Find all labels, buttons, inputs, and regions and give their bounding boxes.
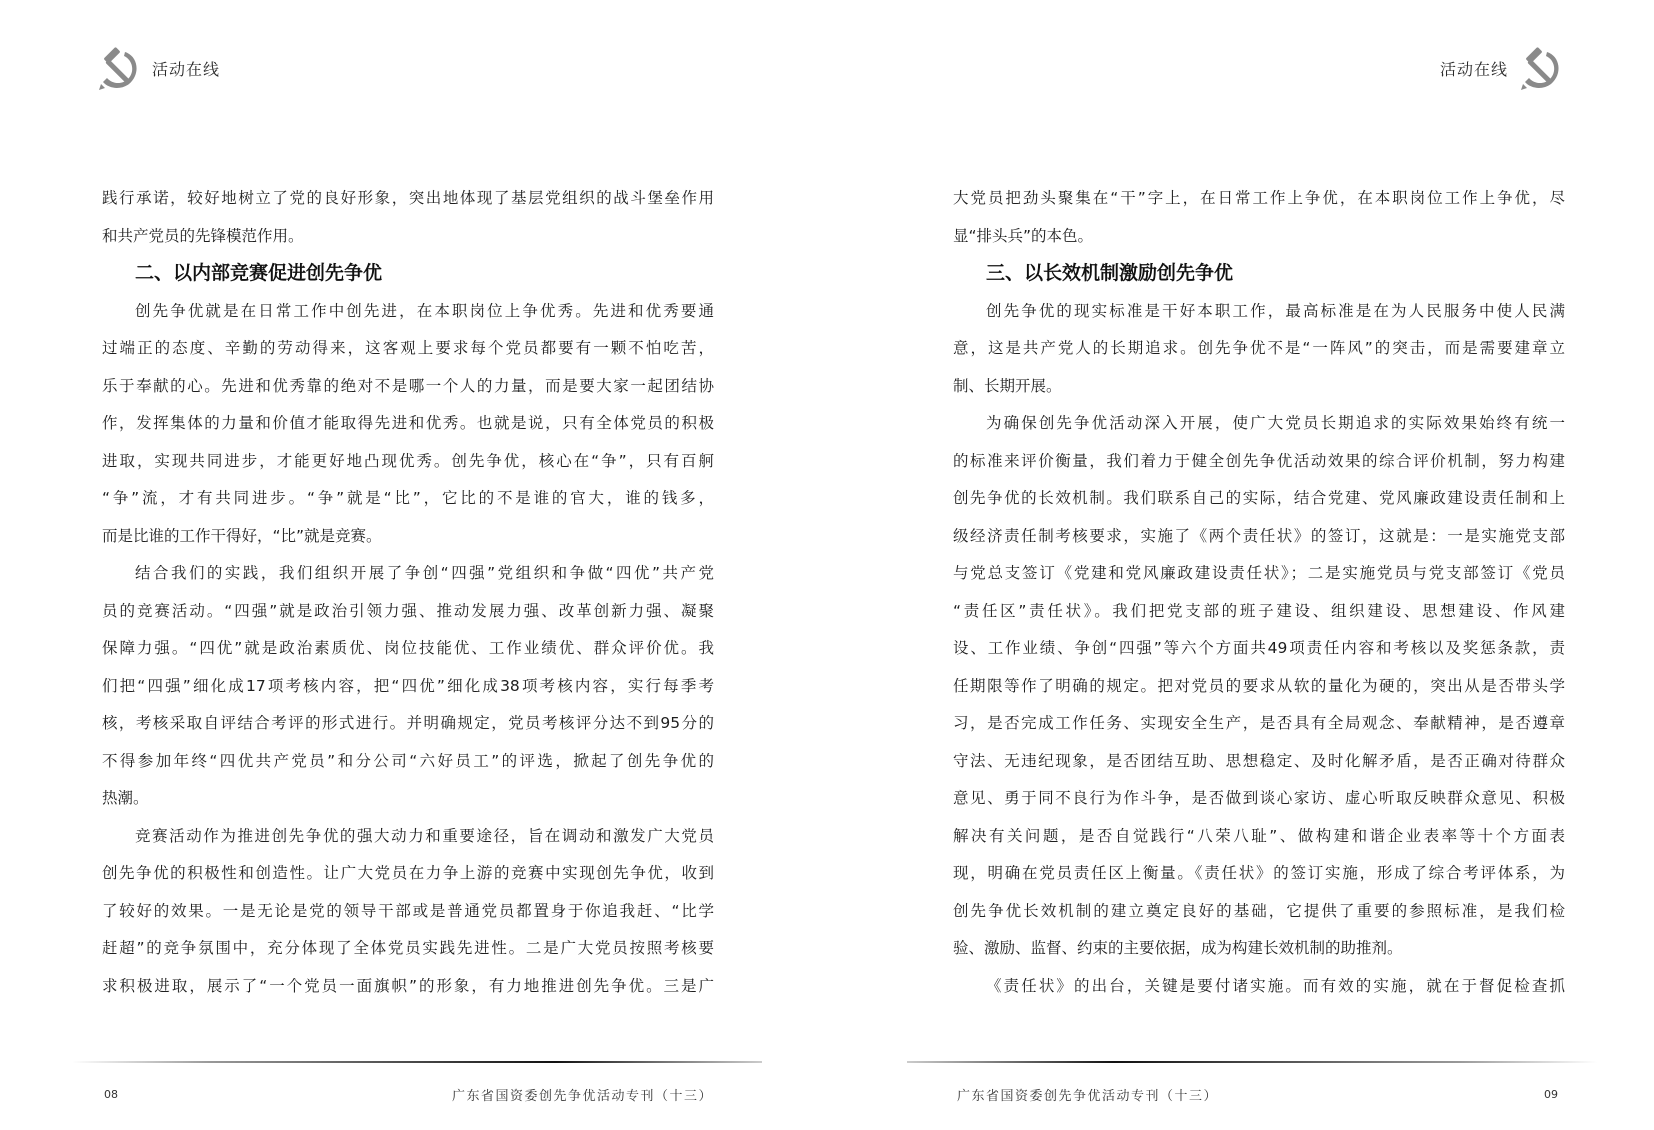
paragraph-line: 结合我们的实践，我们组织开展了争创“四强”党组织和争做“四优”共产党: [135, 564, 714, 582]
paragraph-line: 习，是否完成工作任务、实现安全生产，是否具有全局观念、奉献精神，是否遵章: [953, 714, 1565, 732]
paragraph-line: 热潮。: [102, 789, 149, 807]
paragraph-line: 意见、勇于同不良行为作斗争，是否做到谈心家访、虚心听取反映群众意见、积极: [953, 789, 1565, 807]
paragraph-line: 进取，实现共同进步，才能更好地凸现优秀。创先争优，核心在“争”，只有百舸: [102, 451, 714, 470]
paragraph-line: 创先争优长效机制的建立奠定良好的基础，它提供了重要的参照标准，是我们检: [953, 901, 1565, 920]
paragraph-line: 显“排头兵”的本色。: [953, 226, 1094, 245]
right-page: [827, 0, 1654, 1130]
paragraph-line: 《责任状》的出台，关键是要付诸实施。而有效的实施，就在于督促检查抓: [986, 976, 1565, 995]
page-number: 08: [104, 1088, 118, 1101]
paragraph-line: 创先争优的积极性和创造性。让广大党员在力争上游的竞赛中实现创先争优，收到: [102, 864, 714, 882]
paragraph-line: 制、长期开展。: [953, 376, 1062, 395]
page-number: 09: [1544, 1088, 1558, 1101]
paragraph-line: 意，这是共产党人的长期追求。创先争优不是“一阵风”的突击，而是需要建章立: [953, 339, 1565, 357]
paragraph-line: 为确保创先争优活动深入开展，使广大党员长期追求的实际效果始终有统一: [986, 414, 1565, 432]
paragraph-line: 乐于奉献的心。先进和优秀靠的绝对不是哪一个人的力量，而是要大家一起团结协: [102, 376, 714, 395]
paragraph-line: 核，考核采取自评结合考评的形式进行。并明确规定，党员考核评分达不到95分的: [102, 714, 714, 732]
paragraph-line: 们把“四强”细化成17项考核内容，把“四优”细化成38项考核内容，实行每季考: [102, 676, 714, 695]
paragraph-line: 过端正的态度、辛勤的劳动得来，这客观上要求每个党员都要有一颗不怕吃苦，: [102, 339, 714, 357]
paragraph-line: 践行承诺，较好地树立了党的良好形象，突出地体现了基层党组织的战斗堡垒作用: [102, 189, 714, 207]
paragraph-line: 创先争优就是在日常工作中创先进，在本职岗位上争优秀。先进和优秀要通: [135, 301, 714, 320]
paragraph-line: “争”流，才有共同进步。“争”就是“比”，它比的不是谁的官大，谁的钱多，: [102, 489, 714, 507]
paragraph-line: 大党员把劲头聚集在“干”字上，在日常工作上争优，在本职岗位工作上争优，尽: [953, 189, 1565, 207]
paragraph-line: 设、工作业绩、争创“四强”等六个方面共49项责任内容和考核以及奖惩条款，责: [953, 639, 1565, 657]
paragraph-line: 创先争优的现实标准是干好本职工作，最高标准是在为人民服务中使人民满: [986, 301, 1565, 320]
paragraph-line: 员的竞赛活动。“四强”就是政治引领力强、推动发展力强、改革创新力强、凝聚: [102, 601, 714, 620]
hammer-sickle-icon: [1517, 46, 1563, 92]
article-body: [102, 180, 714, 1005]
footer-publication-title: 广东省国资委创先争优活动专刊（十三）: [957, 1089, 1219, 1104]
paragraph-line: 赶超”的竞争氛围中，充分体现了全体党员实践先进性。二是广大党员按照考核要: [102, 939, 714, 957]
paragraph-line: 级经济责任制考核要求，实施了《两个责任状》的签订，这就是：一是实施党支部: [953, 526, 1565, 545]
paragraph-line: 解决有关问题，是否自觉践行“八荣八耻”、做构建和谐企业表率等十个方面表: [953, 826, 1565, 845]
paragraph-line: 作，发挥集体的力量和价值才能取得先进和优秀。也就是说，只有全体党员的积极: [102, 414, 714, 432]
paragraph-line: 求积极进取，展示了“一个党员一面旗帜”的形象，有力地推进创先争优。三是广: [102, 976, 714, 995]
footer-divider: [907, 1061, 1597, 1063]
paragraph-line: 不得参加年终“四优共产党员”和分公司“六好员工”的评选，掀起了创先争优的: [102, 751, 714, 770]
section-header-title: 活动在线: [1440, 60, 1509, 79]
paragraph-line: 现，明确在党员责任区上衡量。《责任状》的签订实施，形成了综合考评体系，为: [953, 864, 1565, 882]
paragraph-line: 任期限等作了明确的规定。把对党员的要求从软的量化为硬的，突出从是否带头学: [953, 676, 1565, 695]
section-header-title: 活动在线: [152, 60, 221, 79]
paragraph-line: 的标准来评价衡量，我们着力于健全创先争优活动效果的综合评价机制，努力构建: [953, 451, 1565, 470]
footer-publication-title: 广东省国资委创先争优活动专刊（十三）: [452, 1089, 714, 1104]
section-heading: 二、以内部竞赛促进创先争优: [135, 262, 383, 284]
paragraph-line: 保障力强。“四优”就是政治素质优、岗位技能优、工作业绩优、群众评价优。我: [102, 639, 714, 657]
hammer-sickle-icon: [95, 46, 141, 92]
paragraph-line: “责任区”责任状》。我们把党支部的班子建设、组织建设、思想建设、作风建: [953, 601, 1565, 620]
paragraph-line: 验、激励、监督、约束的主要依据，成为构建长效机制的助推剂。: [953, 939, 1403, 957]
paragraph-line: 了较好的效果。一是无论是党的领导干部或是普通党员都置身于你追我赶、“比学: [102, 901, 714, 920]
article-body: [953, 180, 1565, 1005]
section-heading: 三、以长效机制激励创先争优: [986, 262, 1234, 284]
paragraph-line: 和共产党员的先锋模范作用。: [102, 226, 304, 245]
paragraph-line: 守法、无违纪现象，是否团结互助、思想稳定、及时化解矛盾，是否正确对待群众: [953, 751, 1565, 770]
paragraph-line: 而是比谁的工作干得好，“比”就是竞赛。: [102, 526, 382, 545]
footer-divider: [72, 1061, 762, 1063]
paragraph-line: 创先争优的长效机制。我们联系自己的实际，结合党建、党风廉政建设责任制和上: [953, 489, 1565, 507]
paragraph-line: 竞赛活动作为推进创先争优的强大动力和重要途径，旨在调动和激发广大党员: [135, 826, 714, 845]
paragraph-line: 与党总支签订《党建和党风廉政建设责任状》；二是实施党员与党支部签订《党员: [953, 564, 1565, 582]
